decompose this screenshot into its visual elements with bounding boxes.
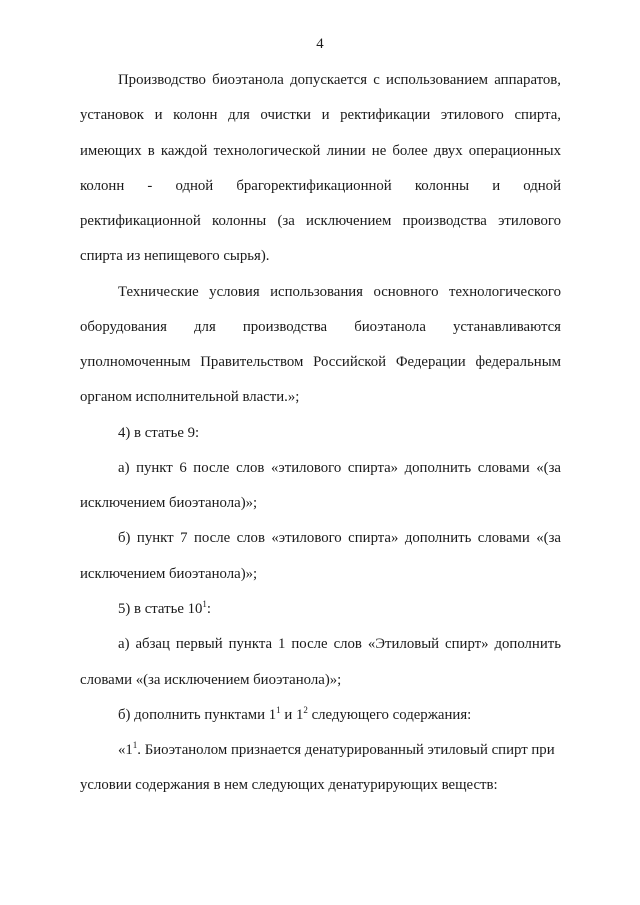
paragraph-6-text: 5) в статье 10 — [118, 601, 203, 617]
paragraph-9-text: . Биоэтанолом признается денатурированный этиловый спирт при — [137, 742, 555, 758]
page-number: 4 — [316, 36, 324, 52]
paragraph-8-text: б) дополнить пунктами 1 — [118, 707, 277, 723]
paragraph-2-line-3: уполномоченным Правительством Российской Федерации федеральным — [80, 354, 561, 370]
paragraph-1-line-5: ректификационной колонны (за исключением производства этилового — [80, 213, 561, 229]
paragraph-5-line-1: б) пункт 7 после слов «этилового спирта» дополнить словами «(за — [118, 530, 561, 546]
paragraph-1-line-4: колонн - одной брагоректификационной колонны и одной — [80, 178, 561, 194]
paragraph-7-line-1: а) абзац первый пункта 1 после слов «Этиловый спирт» дополнить — [118, 636, 561, 652]
paragraph-2-line-4: органом исполнительной власти.»; — [80, 389, 300, 405]
paragraph-6-superscript: 1 — [202, 599, 207, 609]
paragraph-5-line-2: исключением биоэтанола)»; — [80, 566, 258, 582]
paragraph-9-open: «1 — [118, 742, 133, 758]
paragraph-7-line-2: словами «(за исключением биоэтанола)»; — [80, 672, 342, 688]
paragraph-1-line-2: установок и колонн для очистки и ректификации этилового спирта, — [80, 107, 561, 123]
paragraph-8-mid: и 1 — [280, 707, 304, 723]
paragraph-6-tail: : — [206, 601, 212, 617]
paragraph-8-tail: следующего содержания: — [307, 707, 472, 723]
paragraph-6 — [118, 601, 211, 618]
paragraph-9-superscript: 1 — [132, 740, 138, 750]
paragraph-9-line-1 — [118, 742, 555, 759]
paragraph-4-line-2: исключением биоэтанола)»; — [80, 495, 258, 511]
paragraph-1-line-1: Производство биоэтанола допускается с использованием аппаратов, — [118, 72, 561, 88]
paragraph-3: 4) в статье 9: — [118, 425, 200, 441]
paragraph-8 — [118, 707, 471, 724]
paragraph-2-line-1: Технические условия использования основного технологического — [118, 284, 561, 300]
paragraph-1-line-6: спирта из непищевого сырья). — [80, 248, 270, 264]
paragraph-9-line-2: условии содержания в нем следующих денатурирующих веществ: — [80, 777, 498, 793]
paragraph-8-superscript-1: 1 — [276, 705, 281, 715]
paragraph-8-superscript-2: 2 — [303, 705, 308, 715]
paragraph-4-line-1: а) пункт 6 после слов «этилового спирта» дополнить словами «(за — [118, 460, 561, 476]
paragraph-2-line-2: оборудования для производства биоэтанола устанавливаются — [80, 319, 561, 335]
paragraph-1-line-3: имеющих в каждой технологической линии не более двух операционных — [80, 143, 561, 159]
